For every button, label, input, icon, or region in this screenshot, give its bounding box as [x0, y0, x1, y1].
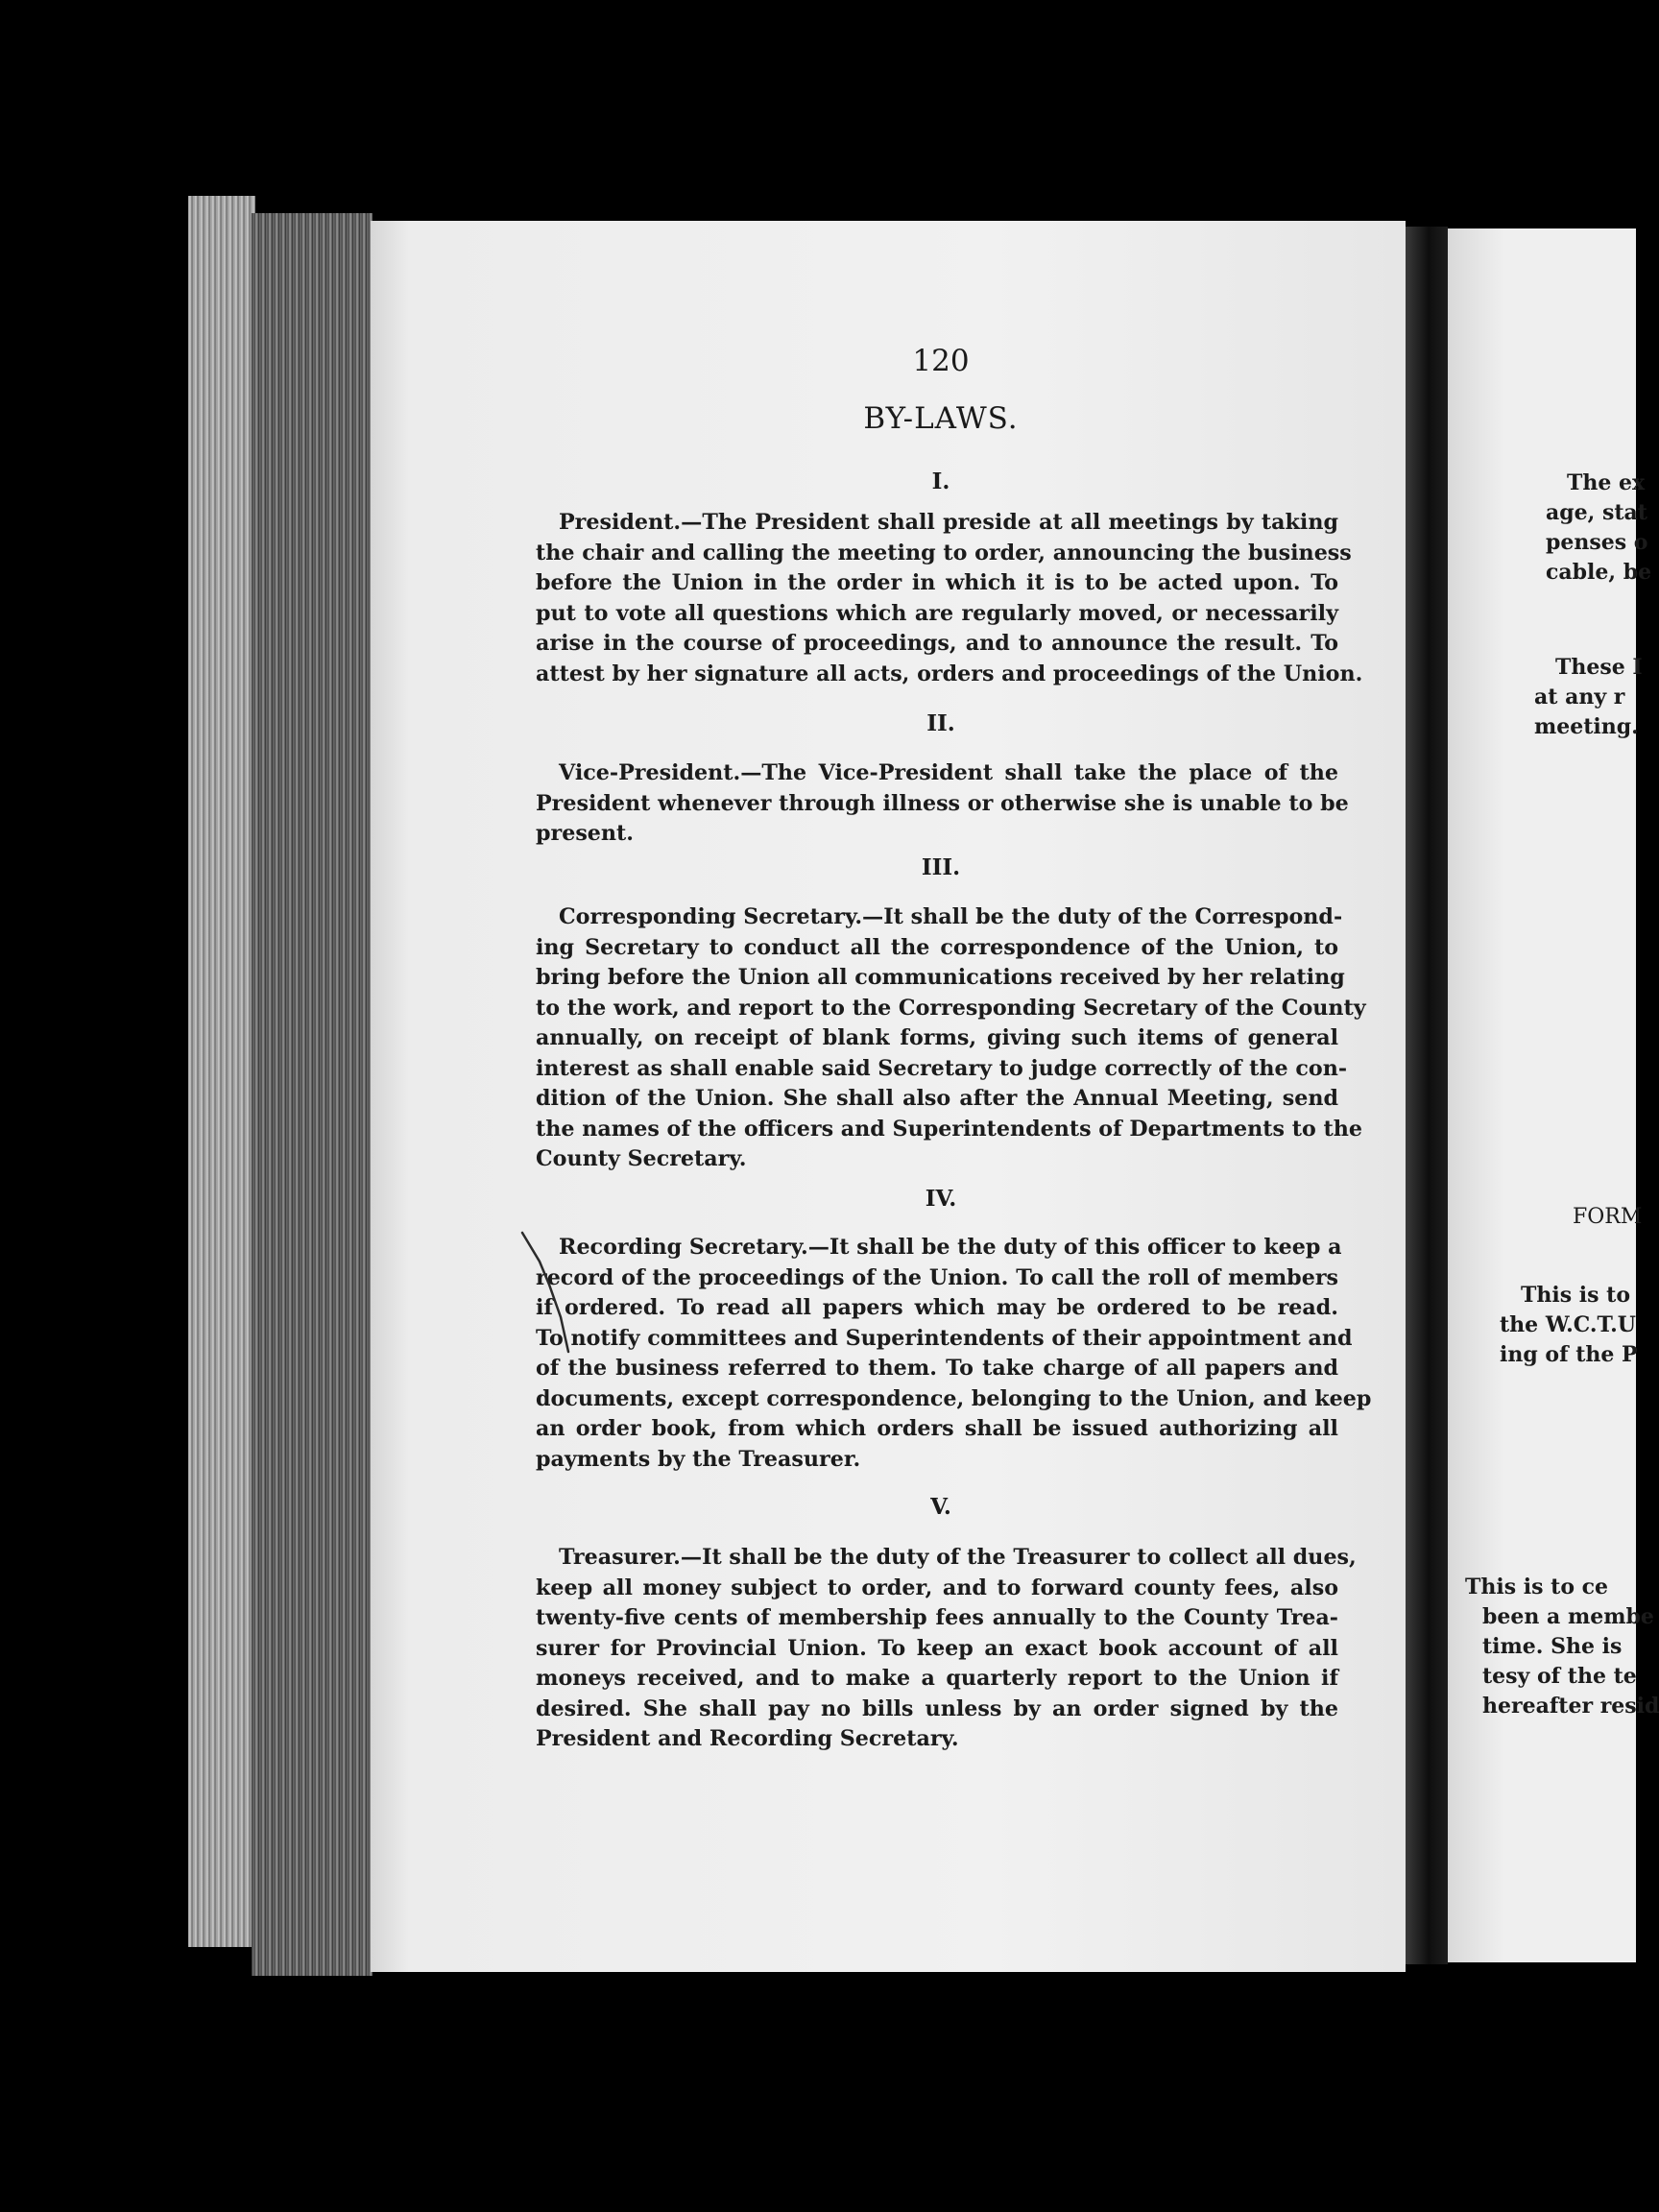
text-line: annually, on receipt of blank forms, giving such items of general	[536, 1025, 1338, 1050]
book-cover-edge	[188, 196, 255, 1947]
right-page-fragment: meeting.	[1534, 714, 1639, 739]
section-numeral: V.	[930, 1494, 951, 1520]
right-page-fragment: penses o	[1546, 530, 1648, 555]
section-numeral: I.	[931, 469, 950, 494]
right-page-fragment: These I	[1555, 655, 1643, 680]
page-stack-edges	[252, 213, 373, 1976]
section-numeral: II.	[926, 710, 955, 736]
text-line: ing Secretary to conduct all the correspondence of the Union, to	[536, 934, 1338, 960]
text-line: keep all money subject to order, and to forward county fees, also	[536, 1575, 1338, 1600]
text-line: moneys received, and to make a quarterly report to the Union if	[536, 1666, 1338, 1691]
text-line: Treasurer.—It shall be the duty of the Treasurer to collect all dues,	[559, 1545, 1357, 1570]
page-title: BY-LAWS.	[863, 401, 1019, 436]
right-page	[1448, 228, 1659, 1962]
book-gutter	[1406, 227, 1448, 1964]
section-numeral: III.	[921, 854, 961, 880]
page-number: 120	[912, 344, 970, 378]
text-line: present.	[536, 821, 635, 846]
text-line: to the work, and report to the Corresponding Secretary of the County	[536, 995, 1366, 1021]
right-page-fragment: at any r	[1534, 685, 1625, 709]
section-numeral: IV.	[925, 1186, 957, 1212]
right-page-fragment: The ex	[1567, 470, 1646, 495]
text-line: surer for Provincial Union. To keep an exact book account of all	[536, 1635, 1338, 1661]
pencil-mark	[518, 1229, 605, 1363]
text-line: County Secretary.	[536, 1146, 747, 1171]
text-line: desired. She shall pay no bills unless by an order signed by the	[536, 1695, 1338, 1721]
text-line: if ordered. To read all papers which may be ordered to be read.	[536, 1295, 1338, 1320]
right-page-fragment: cable, be	[1546, 560, 1652, 585]
text-line: the names of the officers and Superintendents of Departments to the	[536, 1116, 1363, 1142]
section-paragraph	[536, 1233, 1372, 1475]
text-line: of the business referred to them. To take charge of all papers and	[536, 1356, 1338, 1381]
text-line: an order book, from which orders shall be issued authorizing all	[536, 1416, 1338, 1441]
text-line: documents, except correspondence, belonging to the Union, and keep	[536, 1385, 1372, 1411]
right-page-fragment: This is to ce	[1465, 1575, 1609, 1599]
text-line: bring before the Union all communications received by her relating	[536, 965, 1345, 990]
text-line: twenty-five cents of membership fees annually to the County Trea-	[536, 1605, 1338, 1630]
text-line: Vice-President.—The Vice-President shall take the place of the	[559, 760, 1338, 785]
right-page-fragment: ing of the P	[1500, 1342, 1638, 1367]
right-page-fragment: been a membe	[1482, 1604, 1654, 1629]
text-line: put to vote all questions which are regularly moved, or necessarily	[536, 600, 1338, 626]
text-line: dition of the Union. She shall also after the Annual Meeting, send	[536, 1086, 1338, 1111]
right-page-fragment: age, stat	[1546, 500, 1647, 525]
section-paragraph	[536, 902, 1366, 1175]
right-page-fragment: tesy of the te	[1482, 1664, 1637, 1689]
text-line: Corresponding Secretary.—It shall be the duty of the Correspond-	[559, 904, 1343, 929]
text-line: payments by the Treasurer.	[536, 1446, 861, 1472]
text-line: Recording Secretary.—It shall be the duty of this officer to keep a	[559, 1235, 1342, 1260]
text-line: attest by her signature all acts, orders and proceedings of the Union.	[536, 661, 1363, 686]
text-line: President.—The President shall preside at all meetings by taking	[559, 510, 1338, 535]
text-line: before the Union in the order in which it is to be acted upon. To	[536, 570, 1338, 595]
text-line: arise in the course of proceedings, and to announce the result. To	[536, 631, 1338, 656]
right-page-fragment: the W.C.T.U	[1500, 1312, 1636, 1337]
text-line: interest as shall enable said Secretary to judge correctly of the con-	[536, 1055, 1348, 1081]
text-line: President and Recording Secretary.	[536, 1726, 959, 1751]
text-line: To notify committees and Superintendents of their appointment and	[536, 1325, 1353, 1351]
text-line: President whenever through illness or otherwise she is unable to be	[536, 790, 1349, 816]
right-page-fragment: time. She is	[1482, 1634, 1623, 1659]
section-paragraph	[536, 508, 1363, 689]
right-page-heading: FORM	[1573, 1205, 1643, 1229]
right-page-fragment: hereafter resid	[1482, 1694, 1659, 1719]
section-paragraph	[536, 758, 1349, 850]
text-line: record of the proceedings of the Union. To call the roll of members	[536, 1264, 1338, 1290]
text-line: the chair and calling the meeting to order, announcing the business	[536, 540, 1352, 565]
section-paragraph	[536, 1543, 1357, 1755]
right-page-fragment: This is to	[1521, 1283, 1631, 1308]
